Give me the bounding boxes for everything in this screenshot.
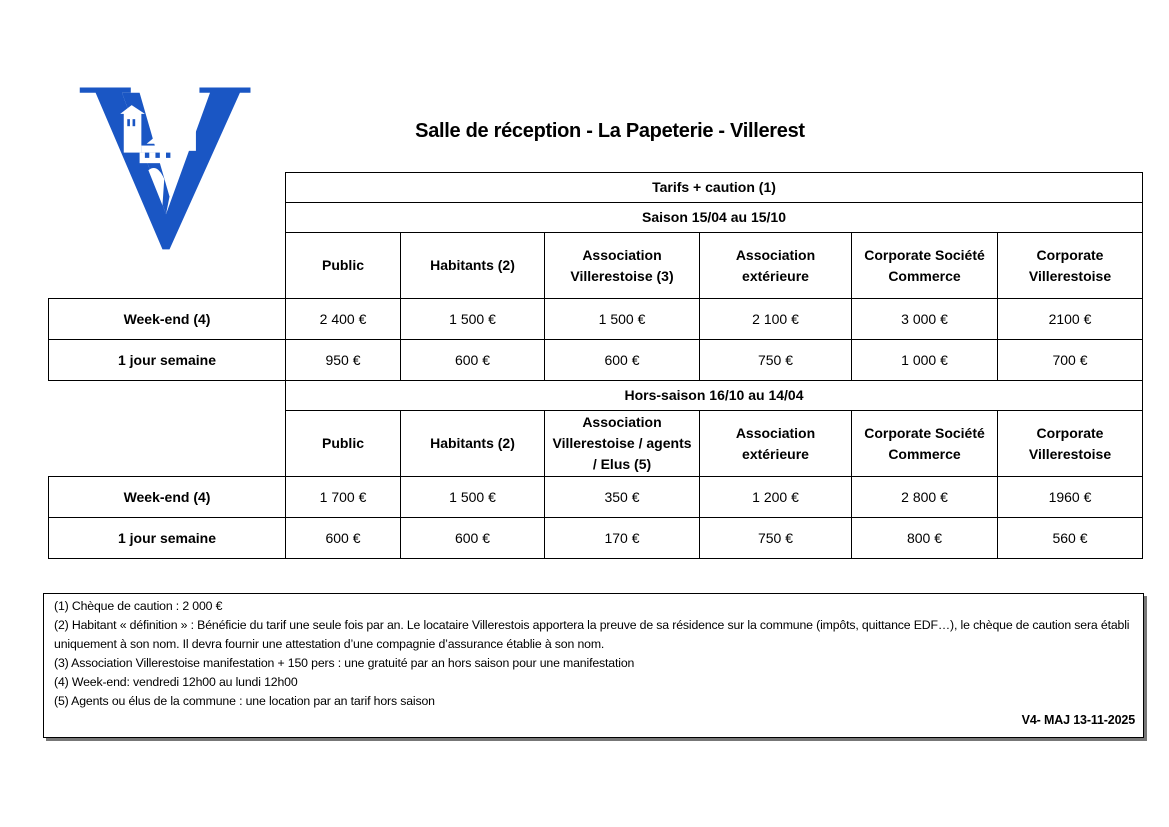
column-header: Public [286,233,401,299]
price-cell: 700 € [998,340,1143,381]
column-header: Habitants (2) [401,411,545,477]
price-cell: 600 € [401,340,545,381]
price-cell: 750 € [700,518,852,559]
empty-cell [49,173,286,299]
price-cell: 1 500 € [401,299,545,340]
price-cell: 1960 € [998,477,1143,518]
column-header: Habitants (2) [401,233,545,299]
price-cell: 560 € [998,518,1143,559]
footnote: (5) Agents ou élus de la commune : une location par an tarif hors saison [54,694,435,708]
price-cell: 750 € [700,340,852,381]
page-title: Salle de réception - La Papeterie - Villerest [415,120,805,142]
price-cell: 2 400 € [286,299,401,340]
table-title-row [49,173,1143,203]
price-cell: 1 700 € [286,477,401,518]
pricing-table [48,172,1143,559]
price-cell: 600 € [286,518,401,559]
price-cell: 170 € [545,518,700,559]
row-label: Week-end (4) [49,299,286,340]
footnote: (2) Habitant « définition » : Bénéficie du tarif une seule fois par an. Le locataire Villerestois apportera la preuve de sa résidence sur la commune (impôts, quittance EDF…), le chèque de caution sera établi uniquement à son nom. Il devra fournir une attestation d’une compagnie d’assurance établie à son nom. [54,618,1130,651]
footnote: (4) Week-end: vendredi 12h00 au lundi 12h00 [54,675,298,689]
price-cell: 3 000 € [852,299,998,340]
column-header: Public [286,411,401,477]
footnote: (3) Association Villerestoise manifestation + 150 pers : une gratuité par an hors saison pour une manifestation [54,656,635,670]
column-header: Association Villerestoise / agents / Elus (5) [545,411,700,477]
price-cell: 2 800 € [852,477,998,518]
price-cell: 950 € [286,340,401,381]
price-cell: 600 € [545,340,700,381]
row-label: 1 jour semaine [49,340,286,381]
price-cell: 1 200 € [700,477,852,518]
row-label: 1 jour semaine [49,518,286,559]
price-cell: 1 500 € [401,477,545,518]
column-header: Corporate Société Commerce [852,233,998,299]
column-header: Association Villerestoise (3) [545,233,700,299]
column-header: Association extérieure [700,233,852,299]
season-label: Saison 15/04 au 15/10 [286,203,1143,233]
column-header: Corporate Société Commerce [852,411,998,477]
price-cell: 350 € [545,477,700,518]
table-header: Tarifs + caution (1) [286,173,1143,203]
season-label: Hors-saison 16/10 au 14/04 [286,381,1143,411]
table-row [49,518,1143,559]
column-header: Corporate Villerestoise [998,411,1143,477]
row-label: Week-end (4) [49,477,286,518]
season-row [49,381,1143,411]
column-header: Association extérieure [700,411,852,477]
table-row [49,299,1143,340]
footnotes-box [43,593,1144,738]
price-cell: 2100 € [998,299,1143,340]
table-row [49,477,1143,518]
price-cell: 1 500 € [545,299,700,340]
price-cell: 1 000 € [852,340,998,381]
column-header: Corporate Villerestoise [998,233,1143,299]
version-label: V4- MAJ 13-11-2025 [1021,713,1135,727]
table-row [49,340,1143,381]
price-cell: 600 € [401,518,545,559]
footnote: (1) Chèque de caution : 2 000 € [54,599,223,613]
price-cell: 800 € [852,518,998,559]
price-cell: 2 100 € [700,299,852,340]
empty-cell [49,381,286,477]
